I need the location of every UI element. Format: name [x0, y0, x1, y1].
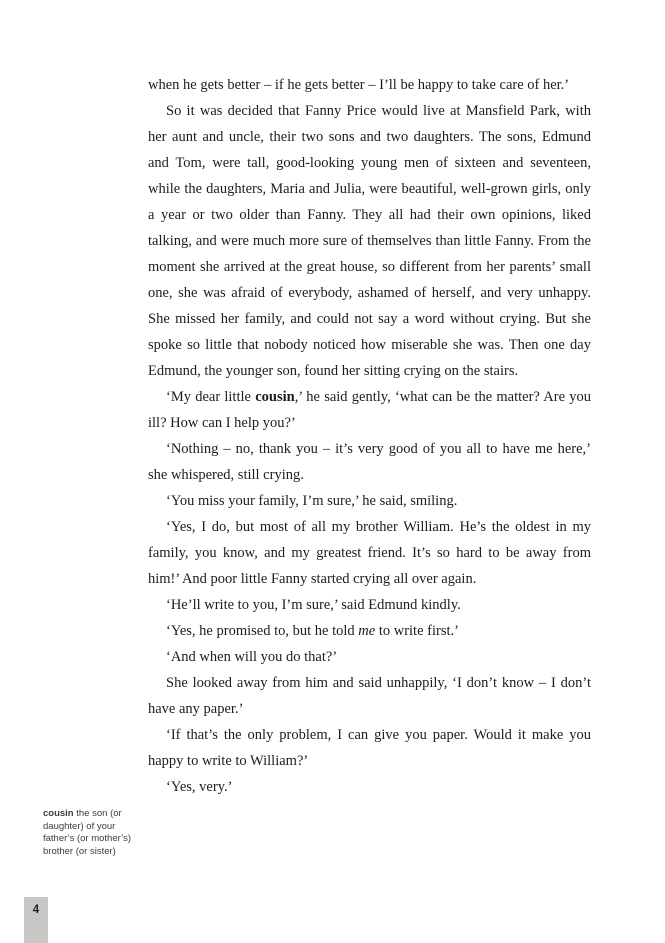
text-segment: ‘You miss your family, I’m sure,’ he said, smiling.: [166, 493, 458, 509]
paragraph: [148, 618, 591, 644]
text-segment: She looked away from him and said unhappily, ‘I don’t know – I don’t have any paper.’: [148, 675, 591, 717]
paragraph: [148, 98, 591, 384]
text-segment: ‘Yes, I do, but most of all my brother William. He’s the oldest in my family, you know, and my greatest friend. It’s so hard to be away from him!’ And poor little Fanny started crying all over again.: [148, 519, 591, 587]
paragraph: [148, 488, 591, 514]
paragraph: [148, 774, 591, 800]
text-segment: ‘Yes, very.’: [166, 779, 233, 795]
paragraph: [148, 592, 591, 618]
text-segment: me: [358, 623, 376, 639]
paragraph: [148, 644, 591, 670]
text-segment: ‘If that’s the only problem, I can give you paper. Would it make you happy to write to William?’: [148, 727, 591, 769]
text-segment: ‘He’ll write to you, I’m sure,’ said Edmund kindly.: [166, 597, 461, 613]
paragraph: [148, 670, 591, 722]
paragraph: [148, 436, 591, 488]
paragraph: [148, 514, 591, 592]
text-segment: So it was decided that Fanny Price would live at Mansfield Park, with her aunt and uncle, their two sons and two daughters. The sons, Edmund and Tom, were tall, good-looking young men of sixteen and seventeen, while the daughters, Maria and Julia, were beautiful, well-grown girls, only a year or two older than Fanny. They all had their own opinions, liked talking, and were much more sure of themselves than little Fanny. From the moment she arrived at the great house, so different from her parents’ small one, she was afraid of everybody, ashamed of herself, and very unhappy. She missed her family, and could not say a word without crying. But she spoke so little that nobody noticed how miserable she was. Then one day Edmund, the younger son, found her sitting crying on the stairs.: [148, 103, 591, 379]
body-text: [148, 72, 591, 800]
text-segment: ‘My dear little: [166, 389, 256, 405]
text-segment: ,’ he said gently, ‘what can be the matter? Are you ill? How can I help you?’: [148, 389, 591, 431]
text-segment: ‘Nothing – no, thank you – it’s very good of you all to have me here,’ she whispered, still crying.: [148, 441, 591, 483]
paragraph: [148, 384, 591, 436]
text-segment: ‘Yes, he promised to, but he told: [166, 623, 359, 639]
paragraph: [148, 72, 591, 98]
paragraph: [148, 722, 591, 774]
page-number-bar: [24, 897, 48, 943]
margin-note-term: cousin: [43, 808, 74, 819]
page-number: 4: [32, 904, 40, 916]
text-segment: ‘And when will you do that?’: [166, 649, 338, 665]
text-segment: to write first.’: [375, 623, 459, 639]
margin-note-definition: the son (or daughter) of your father’s (or mother’s) brother (or sister): [43, 808, 131, 857]
text-segment: when he gets better – if he gets better – I’ll be happy to take care of her.’: [148, 77, 570, 93]
margin-note: [43, 808, 143, 858]
text-segment: cousin: [255, 389, 295, 405]
